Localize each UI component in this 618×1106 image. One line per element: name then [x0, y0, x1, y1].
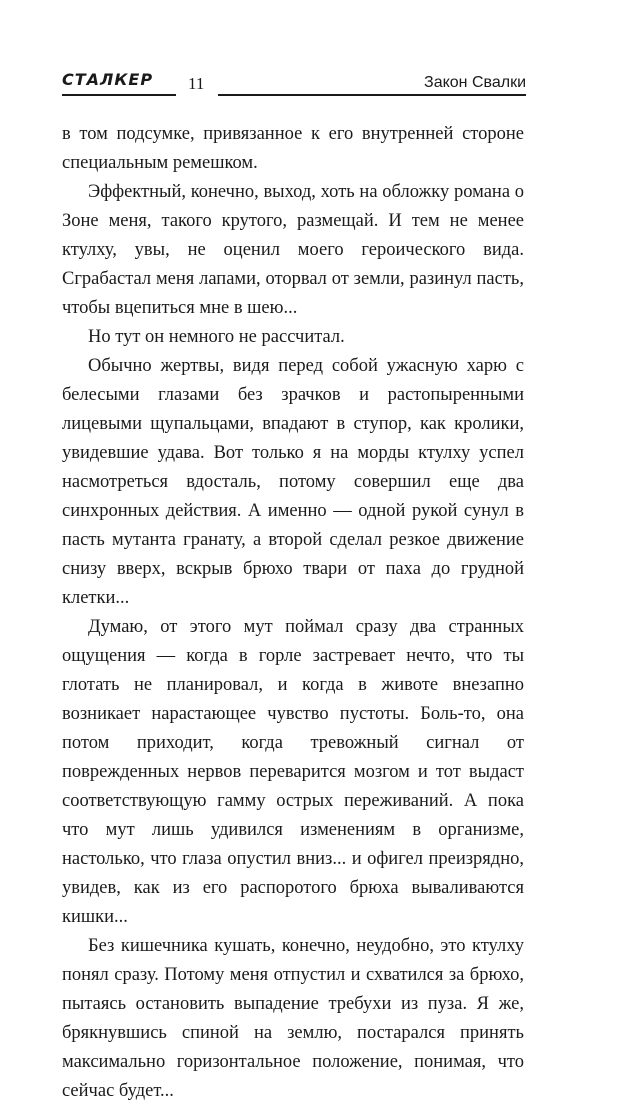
paragraph: Эффектный, конечно, выход, хоть на обложку романа о Зоне меня, такого крутого, размещай. И тем не менее ктулху, увы, не оценил моего героического вида. Сграбастал меня лапами, оторвал от земли, разинул пасть, чтобы вцепиться мне в шею... — [62, 182, 524, 318]
body-text — [62, 120, 524, 1106]
header-rule-left — [62, 94, 176, 96]
chapter-title: Закон Свалки — [424, 74, 526, 91]
paragraph: Без кишечника кушать, конечно, неудобно, это ктулху понял сразу. Потому меня отпустил и схватился за брюхо, пытаясь остановить выпадение требухи из пуза. Я же, брякнувшись спиной на землю, постарался принять максимально горизонтальное положение, понимая, что сейчас будет... — [62, 936, 524, 1101]
page-number: 11 — [188, 74, 205, 93]
header-rule-right — [218, 94, 526, 96]
series-title: СТАЛКЕР — [62, 70, 154, 89]
running-header — [62, 70, 526, 100]
paragraph: Но тут он немного не рассчитал. — [88, 327, 345, 347]
paragraph: Обычно жертвы, видя перед собой ужасную харю с белесыми глазами без зрачков и растопыренными лицевыми щупальцами, впадают в ступор, как кролики, увидевшие удава. Вот только я на морды ктулху успел насмотреться вдосталь, потому совершил еще два синхронных действия. А именно — одной рукой сунул в пасть мутанта гранату, а второй сделал резкое движение снизу вверх, вскрыв брюхо твари от паха до грудной клетки... — [62, 356, 524, 608]
paragraph: Думаю, от этого мут поймал сразу два странных ощущения — когда в горле застревает нечто, что ты глотать не планировал, и когда в животе внезапно возникает нарастающее чувство пустоты. Боль-то, она потом приходит, когда тревожный сигнал от поврежденных нервов переварится мозгом и тот выдаст соответствующую гамму острых переживаний. А пока что мут лишь удивился изменениям в организме, настолько, что глаза опустил вниз... и офигел преизрядно, увидев, как из его распоротого брюха вываливаются кишки... — [62, 617, 524, 927]
paragraph: в том подсумке, привязанное к его внутренней стороне специальным ремешком. — [62, 124, 524, 173]
